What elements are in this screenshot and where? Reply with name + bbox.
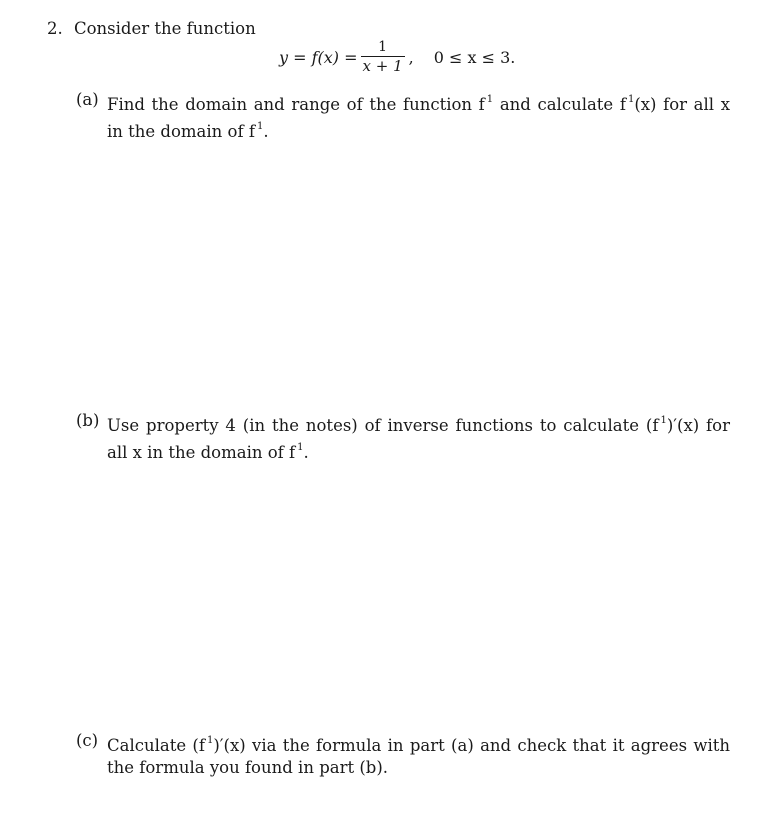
- part-c-text-1: Calculate (f: [107, 736, 205, 755]
- part-a: [76, 89, 730, 143]
- fraction-numerator: 1: [378, 39, 388, 55]
- fraction-denominator: x + 1: [362, 57, 403, 75]
- part-a-text: [107, 89, 730, 143]
- equation-fraction: [361, 38, 405, 76]
- part-a-text-3: (x) for all x in the domain of f: [107, 95, 731, 141]
- part-b-text-1: Use property 4 (in the notes) of inverse functions to calculate (f: [107, 416, 659, 435]
- part-b-label: (b): [76, 411, 100, 430]
- part-a-text-4: .: [263, 122, 269, 141]
- problem-heading: [47, 19, 256, 38]
- equation-domain: 0 ≤ x ≤ 3.: [433, 47, 516, 67]
- part-b-text: [107, 410, 730, 464]
- part-c-text: [107, 730, 730, 779]
- part-b-text-3: .: [303, 443, 309, 462]
- equation-lhs: y = f(x) =: [279, 47, 358, 67]
- part-b-text-2: )′(x) for all x in the domain of f: [107, 416, 730, 462]
- function-definition: [279, 32, 515, 82]
- inverse-exponent: 1: [297, 442, 304, 453]
- part-c-label: (c): [76, 731, 99, 750]
- part-c-text-2: )′(x) via the formula in part (a) and check that it agrees with the formula you found in part (b).: [107, 736, 731, 777]
- part-c: [76, 730, 730, 779]
- inverse-exponent: 1: [486, 94, 494, 105]
- problem-number: 2.: [47, 19, 63, 38]
- problem-intro: Consider the function: [74, 19, 256, 38]
- inverse-exponent: 1: [627, 94, 635, 105]
- part-a-text-1: Find the domain and range of the function f: [107, 95, 485, 114]
- inverse-exponent: 1: [660, 415, 667, 426]
- inverse-exponent: 1: [206, 735, 214, 746]
- part-a-text-2: and calculate f: [499, 95, 626, 114]
- part-a-label: (a): [76, 90, 99, 109]
- part-b: [76, 410, 730, 464]
- inverse-exponent: 1: [256, 121, 264, 132]
- equation-comma: ,: [408, 47, 414, 67]
